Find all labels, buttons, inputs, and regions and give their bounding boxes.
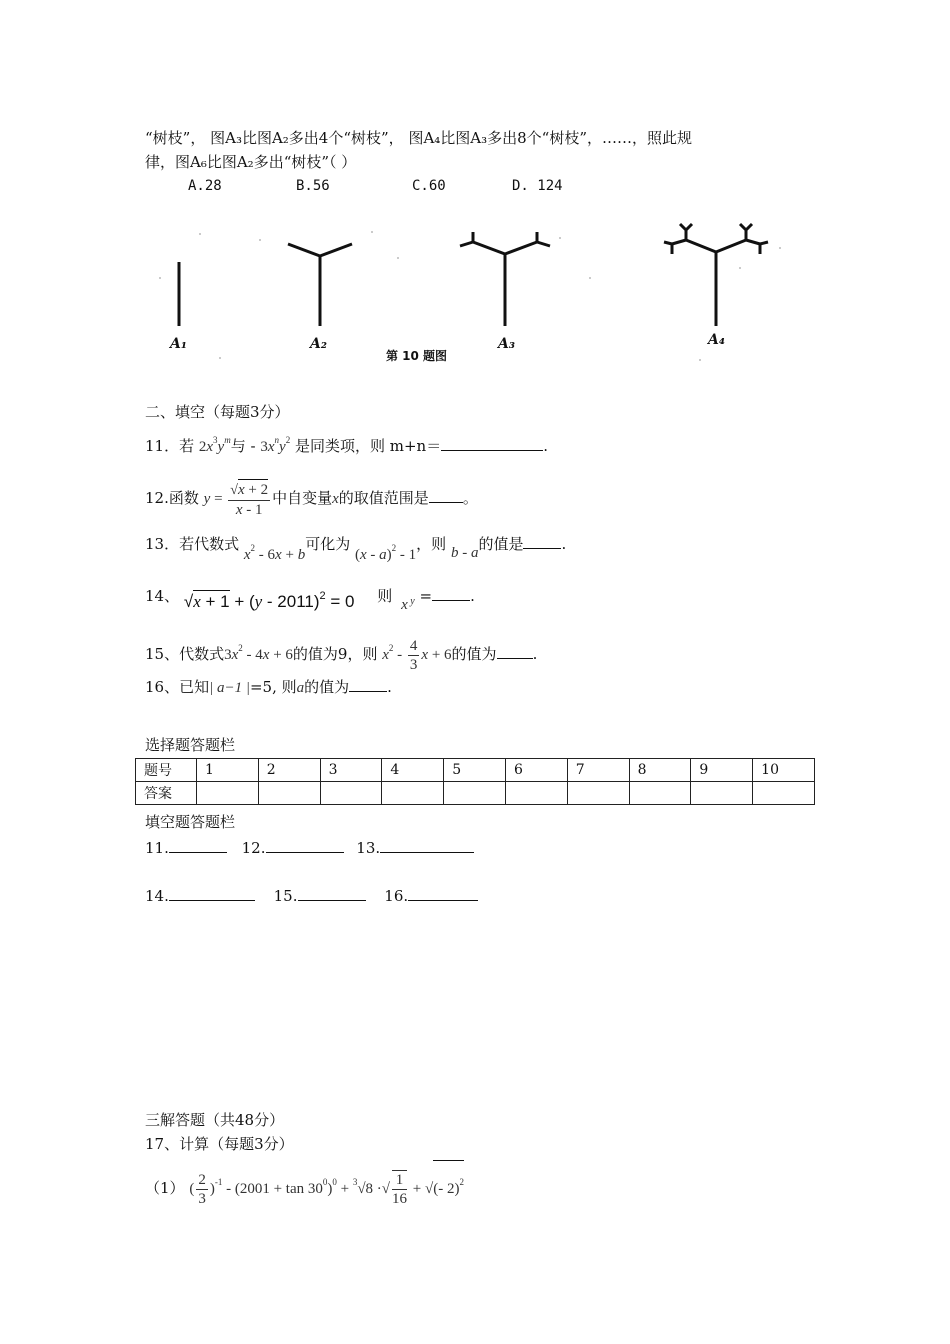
option-d: D. 124	[512, 178, 563, 194]
answer-cell-7[interactable]	[567, 782, 629, 805]
answer-blank-16[interactable]	[349, 677, 387, 692]
tree-a2-label: A₂	[310, 336, 327, 352]
tree-a3	[460, 232, 550, 326]
choice-table-title: 选择题答题栏	[145, 736, 236, 754]
question-17-1: （1） ( $\frac{2}{3}$ )$^{-1} - (2001 + \tan 30^0)^0 + ^3√8$ ·√ $\frac{1}{16}$ + √(- 2)$^2$	[145, 1160, 464, 1209]
tree-a1-label: A₁	[170, 336, 187, 352]
question-10-line-1: “树枝”， 图A₃比图A₂多出4个“树枝”， 图A₄比图A₃多出8个“树枝”，……，照此规	[145, 129, 693, 147]
fill-blank-12[interactable]	[266, 838, 344, 853]
table-header-number: 题号	[136, 759, 197, 782]
answer-blank-14[interactable]	[432, 586, 470, 601]
question-12: 12.函数 y = $\frac{√x + 2}{x - 1}$ 中自变量x的取值范围是 。	[145, 478, 478, 519]
fraction-two-thirds: $\frac{2}{3}$	[198, 1171, 206, 1207]
table-cell: 2	[258, 759, 320, 782]
figure-noise	[159, 231, 781, 361]
table-cell: 7	[567, 759, 629, 782]
section-3-title: 三解答题（共48分）	[145, 1111, 285, 1129]
fill-blank-13[interactable]	[380, 838, 474, 853]
answer-cell-5[interactable]	[444, 782, 506, 805]
fill-blank-14[interactable]	[169, 886, 255, 901]
answer-blank-11[interactable]	[441, 436, 543, 451]
tree-branch-figure	[140, 218, 810, 368]
answer-cell-1[interactable]	[197, 782, 259, 805]
answer-cell-8[interactable]	[629, 782, 691, 805]
question-11: 11．若 $2x^3y^m$与 - $3x^ny^2$ 是同类项，则 m+n＝ .	[145, 435, 548, 455]
answer-blank-12[interactable]	[429, 488, 463, 503]
option-a: A.28	[188, 178, 222, 194]
fill-blank-11[interactable]	[169, 838, 227, 853]
table-row	[136, 782, 815, 805]
tree-a3-label: A₃	[498, 336, 515, 352]
figure-caption: 第 10 题图	[386, 349, 448, 363]
option-b: B.56	[296, 178, 330, 194]
answer-cell-9[interactable]	[691, 782, 753, 805]
table-header-answer: 答案	[136, 782, 197, 805]
table-cell: 6	[505, 759, 567, 782]
answer-cell-6[interactable]	[505, 782, 567, 805]
answer-cell-3[interactable]	[320, 782, 382, 805]
table-cell: 8	[629, 759, 691, 782]
answer-blank-13[interactable]	[523, 534, 561, 549]
fill-blank-15[interactable]	[298, 886, 366, 901]
question-13: 13．若代数式 $x^2 - 6x + b$可化为 (x - a)$^2$ - 1，则 b - a的值是 .	[145, 535, 567, 563]
answer-cell-2[interactable]	[258, 782, 320, 805]
table-cell: 9	[691, 759, 753, 782]
question-10-line-2: 律，图A₆比图A₂多出“树枝”（ ）	[145, 153, 357, 171]
fill-blank-16[interactable]	[408, 886, 478, 901]
question-16: 16、已知| a−1 |=5, 则a的值为 .	[145, 678, 392, 696]
fraction-sqrt-x-plus-2-over-x-minus-1: $\frac{√x + 2}{x - 1}$	[228, 479, 270, 519]
fraction-one-sixteenth: $\frac{1}{16}$	[392, 1172, 408, 1207]
table-cell: 5	[444, 759, 506, 782]
fill-answers-row-1: 11. 12. 13.	[145, 838, 474, 858]
table-cell: 3	[320, 759, 382, 782]
question-14: 14、 √x + 1 + (y - 2011)$^2$ = 0 则 x $_y$ = .	[145, 587, 475, 613]
table-cell: 4	[382, 759, 444, 782]
fill-table-title: 填空题答题栏	[145, 813, 236, 831]
table-cell: 10	[753, 759, 815, 782]
section-2-title: 二、填空（每题3分）	[145, 403, 290, 421]
answer-cell-10[interactable]	[753, 782, 815, 805]
fraction-four-thirds: $\frac{4}{3}$	[409, 637, 418, 673]
answer-blank-15[interactable]	[497, 644, 533, 659]
question-15: 15、代数式$3x^2 - 4x + 6$的值为9，则 $x^2$ - $\frac{4}{3}$ x + 6的值为 .	[145, 637, 538, 673]
question-17-title: 17、计算（每题3分）	[145, 1135, 294, 1153]
fill-answers-row-2: 14. 15. 16.	[145, 886, 478, 906]
option-c: C.60	[412, 178, 446, 194]
table-cell: 1	[197, 759, 259, 782]
answer-cell-4[interactable]	[382, 782, 444, 805]
tree-a4	[664, 224, 768, 326]
table-row	[136, 759, 815, 782]
choice-answer-table	[135, 758, 815, 805]
tree-a2	[288, 244, 352, 326]
tree-a4-label: A₄	[708, 332, 725, 348]
